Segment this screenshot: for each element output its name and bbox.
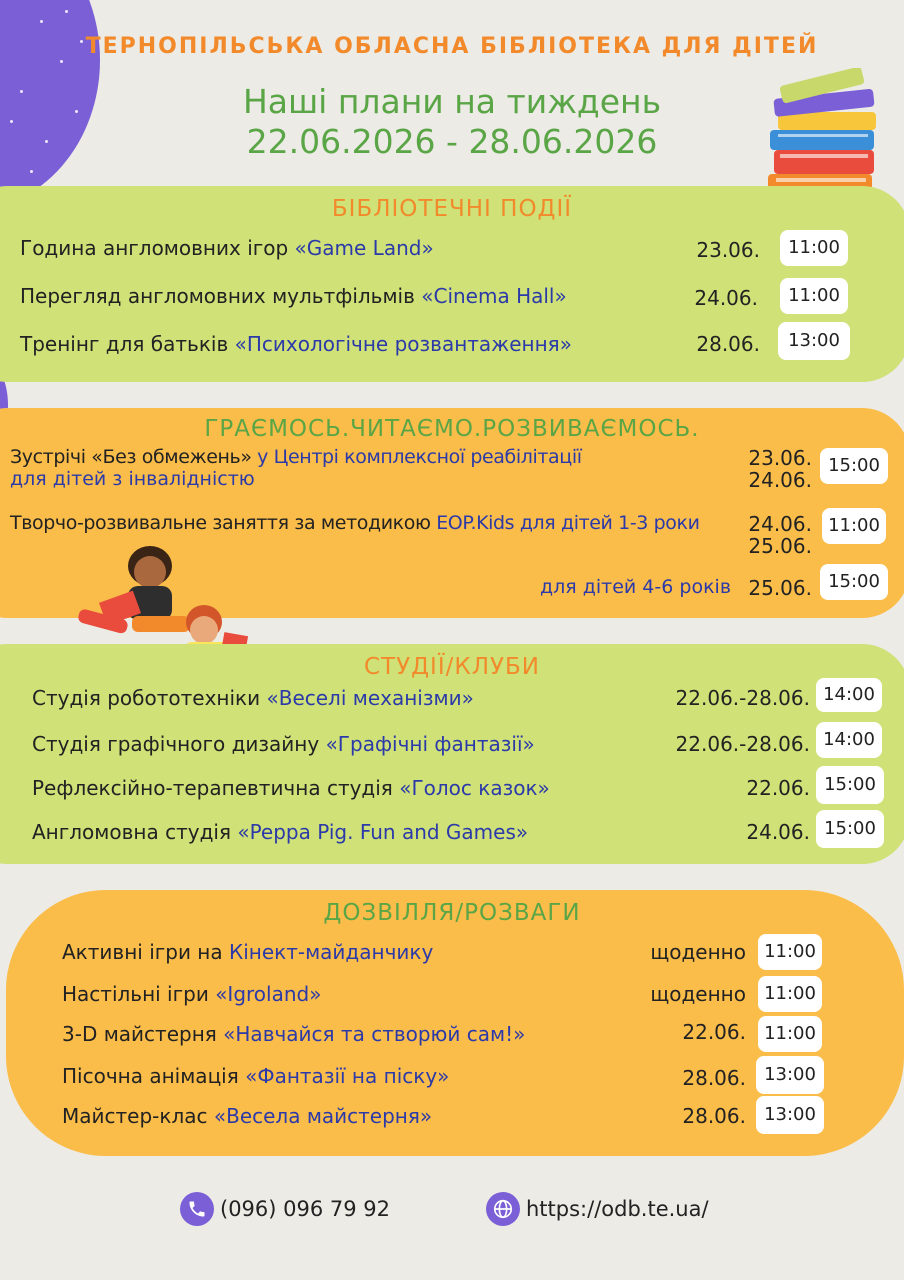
item-name: «Game Land» (294, 236, 434, 260)
footer-phone[interactable] (180, 1192, 390, 1226)
item-time: 11:00 (758, 976, 822, 1012)
item-date: 22.06. (682, 1020, 746, 1044)
item-place: у Центрі комплексної реабілітації (251, 446, 582, 468)
item-label: 3-D майстерня (62, 1022, 224, 1046)
item-label: Студія графічного дизайну (32, 732, 326, 756)
item-time: 11:00 (822, 508, 886, 544)
item-date: 22.06.-28.06. (675, 732, 810, 756)
item-time: 13:00 (756, 1056, 824, 1094)
item-label: Тренінг для батьків (20, 332, 235, 356)
item-date: 25.06. (748, 576, 812, 600)
item-time: 11:00 (780, 230, 848, 266)
item-name: «Peppa Pig. Fun and Games» (237, 820, 529, 844)
list-item (20, 284, 567, 308)
phone-number[interactable]: (096) 096 79 92 (220, 1197, 391, 1221)
item-label: Творчо-розвивальне заняття за методикою (10, 512, 437, 534)
item-name: «Навчайся та створюй сам!» (223, 1022, 526, 1046)
footer-website[interactable] (486, 1192, 709, 1226)
list-item (32, 820, 528, 844)
item-name: «Голос казок» (399, 776, 550, 800)
list-item (32, 732, 535, 756)
item-time: 13:00 (778, 322, 850, 360)
item-time: 15:00 (816, 766, 884, 804)
item-time: 15:00 (820, 448, 888, 484)
item-time: 15:00 (816, 810, 884, 848)
item-date: 24.06. (694, 286, 758, 310)
list-item (62, 940, 433, 964)
list-item (62, 1104, 432, 1128)
item-time: 13:00 (756, 1096, 824, 1134)
item-date: щоденно (650, 982, 746, 1006)
item-label: Студія робототехніки (32, 686, 267, 710)
item-label: Англомовна студія (32, 820, 238, 844)
item-audience: EOP.Kids для дітей 1-3 роки (436, 512, 700, 534)
item-date: щоденно (650, 940, 746, 964)
item-label: Майстер-клас (62, 1104, 214, 1128)
item-time: 11:00 (780, 278, 848, 314)
item-time: 11:00 (758, 1016, 822, 1052)
item-label: Активні ігри на (62, 940, 229, 964)
item-date: 28.06. (696, 332, 760, 356)
item-label: Рефлексійно-терапевтична студія (32, 776, 400, 800)
date-range: 22.06.2026 - 28.06.2026 (246, 122, 658, 161)
list-item (20, 332, 572, 356)
website-link[interactable]: https://odb.te.ua/ (526, 1197, 709, 1221)
item-name: «Фантазії на піску» (245, 1064, 450, 1088)
section-title-studios: СТУДІЇ/КЛУБИ (363, 654, 541, 680)
item-date: 28.06. (682, 1104, 746, 1128)
item-label: Перегляд англомовних мультфільмів (20, 284, 422, 308)
item-label: Зустрічі (10, 446, 92, 468)
item-date: 22.06. (746, 776, 810, 800)
section-title-play-read: ГРАЄМОСЬ.ЧИТАЄМО.РОЗВИВАЄМОСЬ. (204, 416, 700, 442)
item-name: «Графічні фантазії» (325, 732, 535, 756)
item-label: Пісочна анімація (62, 1064, 246, 1088)
organization-name: ТЕРНОПІЛЬСЬКА ОБЛАСНА БІБЛІОТЕКА ДЛЯ ДІТЕЙ (85, 34, 819, 59)
list-item (10, 512, 700, 534)
item-time: 11:00 (758, 934, 822, 970)
item-name: «Весела майстерня» (213, 1104, 433, 1128)
item-time: 15:00 (820, 564, 888, 600)
list-item (20, 236, 434, 260)
section-title-library-events: БІБЛІОТЕЧНІ ПОДІЇ (331, 196, 573, 222)
item-name: «Веселі механізми» (266, 686, 474, 710)
item-audience: для дітей 4-6 років (540, 576, 732, 598)
item-name: Кінект-майданчику (229, 940, 434, 964)
list-item (10, 446, 582, 468)
item-audience: для дітей з інвалідністю (10, 468, 255, 490)
item-date: 25.06. (748, 534, 812, 558)
item-name: «Cinema Hall» (421, 284, 567, 308)
item-date: 23.06. (748, 446, 812, 470)
item-date: 24.06. (748, 468, 812, 492)
item-date: 23.06. (696, 238, 760, 262)
item-time: 14:00 (816, 678, 882, 712)
list-item (62, 982, 321, 1006)
item-time: 14:00 (816, 722, 882, 758)
list-item (62, 1022, 525, 1046)
list-item (32, 776, 550, 800)
item-name: «Психологічне розвантаження» (234, 332, 572, 356)
item-date: 24.06. (746, 820, 810, 844)
item-label: Настільні ігри (62, 982, 216, 1006)
title-text: Наші плани на тиждень (242, 82, 662, 121)
item-name: «Без обмежень» (91, 446, 252, 468)
item-name: «Igroland» (215, 982, 322, 1006)
item-label: Година англомовних ігор (20, 236, 295, 260)
section-title-leisure: ДОЗВІЛЛЯ/РОЗВАГИ (323, 900, 581, 926)
phone-icon (180, 1192, 214, 1226)
item-date: 22.06.-28.06. (675, 686, 810, 710)
item-date: 28.06. (682, 1066, 746, 1090)
list-item (62, 1064, 449, 1088)
list-item (32, 686, 474, 710)
item-date: 24.06. (748, 512, 812, 536)
globe-icon (486, 1192, 520, 1226)
